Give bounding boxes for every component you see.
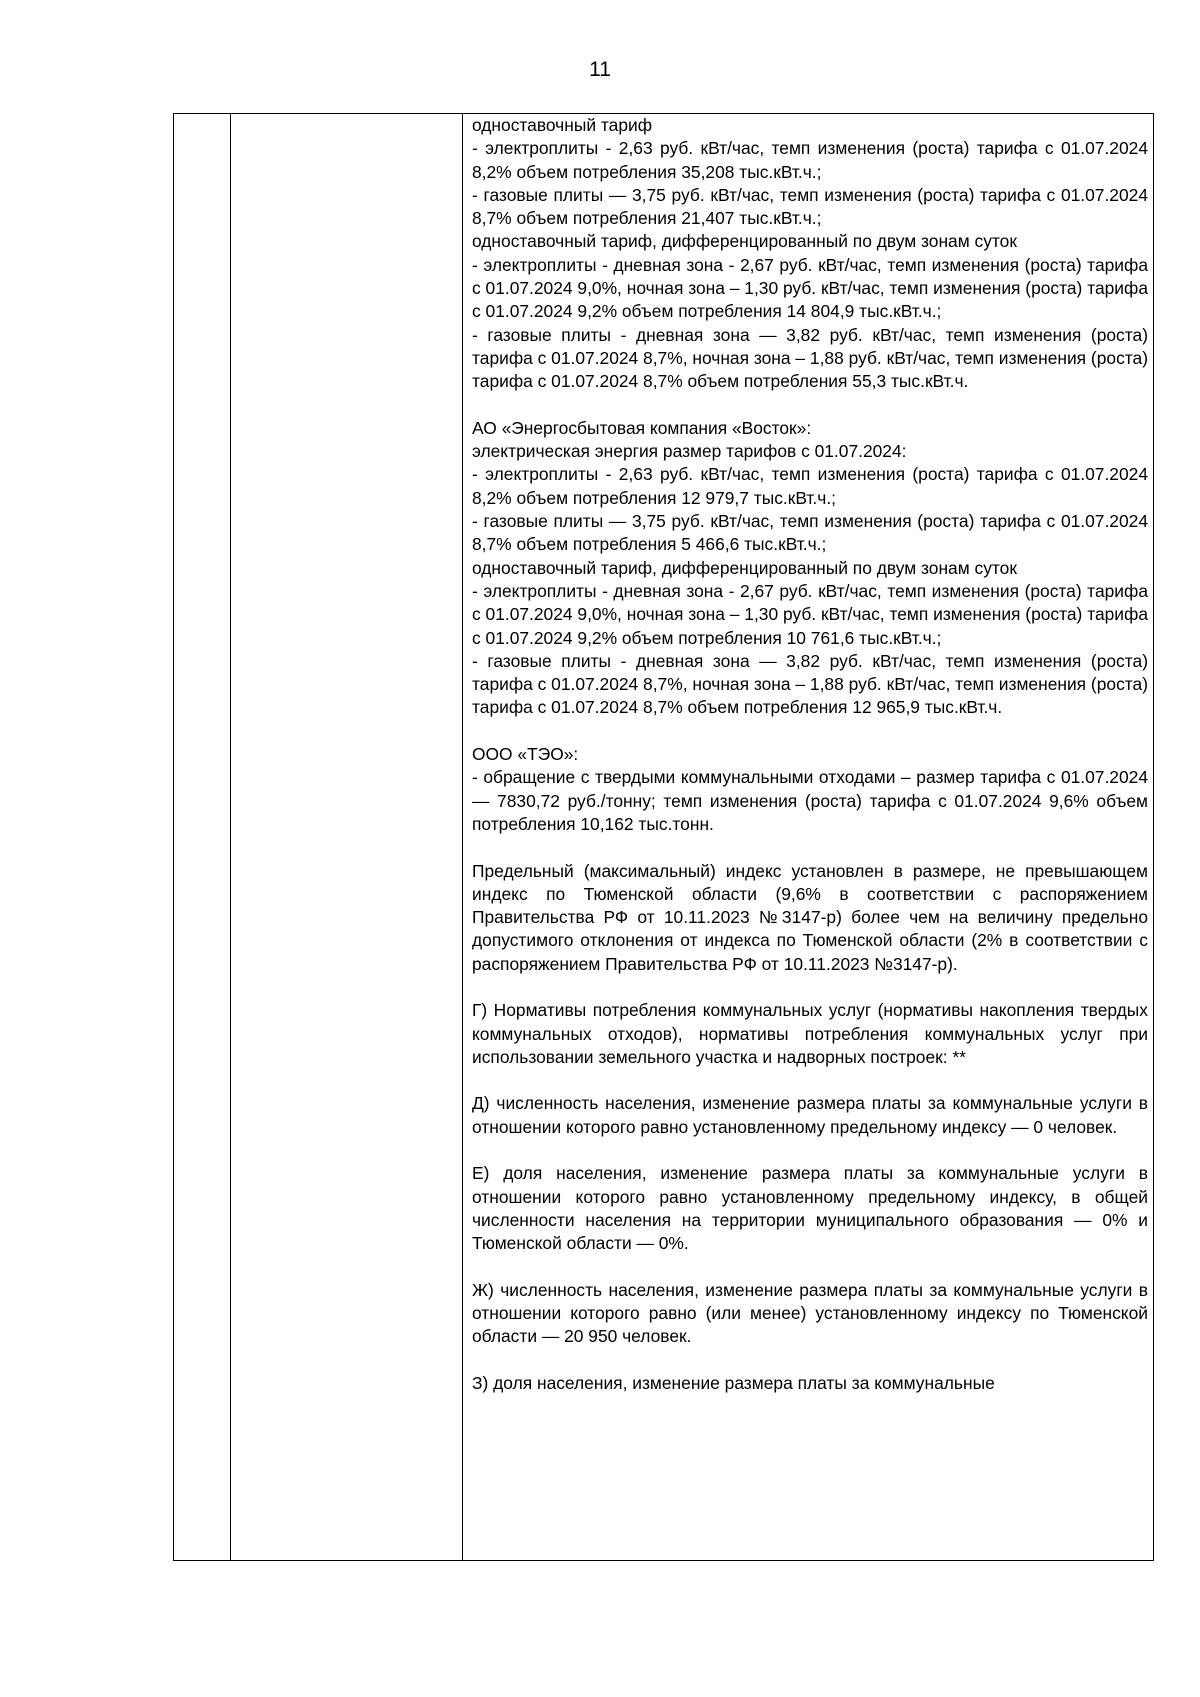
paragraph: АО «Энергосбытовая компания «Восток»: <box>472 417 812 438</box>
paragraph-spacer <box>472 976 1148 999</box>
document-table <box>173 113 1154 1561</box>
paragraph-spacer <box>472 720 1148 743</box>
table-column-divider <box>230 114 231 1560</box>
paragraph-spacer <box>472 394 1148 417</box>
paragraph: - обращение с твердыми коммунальными отходами – размер тарифа с 01.07.2024 — 7830,72 руб./тонну; темп изменения (роста) тарифа с 01.07.2024 9,6% объем потребления 10,162 тыс.тонн. <box>472 767 1148 834</box>
paragraph: одноставочный тариф, дифференцированный по двум зонам суток <box>472 231 1017 252</box>
paragraph: - газовые плиты — 3,75 руб. кВт/час, темп изменения (роста) тарифа с 01.07.2024 8,7% объем потребления 21,407 тыс.кВт.ч.; <box>472 184 1148 229</box>
table-column-divider <box>462 114 463 1560</box>
paragraph: Д) численность населения, изменение размера платы за коммунальные услуги в отношении которого равно установленному предельному индексу — 0 человек. <box>472 1093 1148 1137</box>
paragraph-spacer <box>472 1256 1148 1279</box>
paragraph: - газовые плиты — 3,75 руб. кВт/час, темп изменения (роста) тарифа с 01.07.2024 8,7% объем потребления 5 466,6 тыс.кВт.ч.; <box>472 511 1148 555</box>
paragraph: Ж) численность населения, изменение размера платы за коммунальные услуги в отношении которого равно (или менее) установленному индексу по Тюменской области — 20 950 человек. <box>472 1279 1148 1347</box>
paragraph-spacer <box>472 1069 1148 1092</box>
paragraph: З) доля населения, изменение размера платы за коммунальные <box>472 1373 995 1394</box>
paragraph: - газовые плиты - дневная зона — 3,82 руб. кВт/час, темп изменения (роста) тарифа с 01.07.2024 8,7%, ночная зона – 1,88 руб. кВт/час, темп изменения (роста) тарифа с 01.07.2024 8,7% объем потребления 55,3 тыс.кВт.ч. <box>472 324 1148 392</box>
paragraph: - газовые плиты - дневная зона — 3,82 руб. кВт/час, темп изменения (роста) тарифа с 01.07.2024 8,7%, ночная зона – 1,88 руб. кВт/час, темп изменения (роста) тарифа с 01.07.2024 8,7% объем потребления 12 965,9 тыс.кВт.ч. <box>472 650 1148 718</box>
paragraph: электрическая энергия размер тарифов с 01.07.2024: <box>472 441 907 462</box>
paragraph: - электроплиты - дневная зона - 2,67 руб. кВт/час, темп изменения (роста) тарифа с 01.07.2024 9,0%, ночная зона – 1,30 руб. кВт/час, темп изменения (роста) тарифа с 01.07.2024 9,2% объем потребления 10 761,6 тыс.кВт.ч.; <box>472 580 1148 648</box>
paragraph: Предельный (максимальный) индекс установлен в размере, не превышающем индекс по Тюменской области (9,6% в соответствии с распоряжением Правительства РФ от 10.11.2023 №3147-р) более чем на величину предельно допустимого отклонения от индекса по Тюменской области (2% в соответствии с распоряжением Правительства РФ от 10.11.2023 №3147-р). <box>472 860 1148 974</box>
paragraph-spacer <box>472 1139 1148 1162</box>
paragraph-spacer <box>472 836 1148 859</box>
paragraph: Е) доля населения, изменение размера платы за коммунальные услуги в отношении которого равно установленному предельному индексу, в общей численности населения на территории муниципального образования — 0% и Тюменской области — 0%. <box>472 1163 1148 1254</box>
page-number: 11 <box>589 58 611 81</box>
paragraph: Г) Нормативы потребления коммунальных услуг (нормативы накопления твердых коммунальных отходов), нормативы потребления коммунальных услуг при использовании земельного участка и надворных построек: ** <box>472 1000 1148 1067</box>
paragraph: одноставочный тариф, дифференцированный по двум зонам суток <box>472 557 1017 578</box>
paragraph: - электроплиты - 2,63 руб. кВт/час, темп изменения (роста) тарифа с 01.07.2024 8,2% объем потребления 12 979,7 тыс.кВт.ч.; <box>472 464 1148 508</box>
paragraph: ООО «ТЭО»: <box>472 744 579 765</box>
paragraph: - электроплиты - дневная зона - 2,67 руб. кВт/час, темп изменения (роста) тарифа с 01.07.2024 9,0%, ночная зона – 1,30 руб. кВт/час, темп изменения (роста) тарифа с 01.07.2024 9,2% объем потребления 14 804,9 тыс.кВт.ч.; <box>472 254 1148 322</box>
paragraph: - электроплиты - 2,63 руб. кВт/час, темп изменения (роста) тарифа с 01.07.2024 8,2% объем потребления 35,208 тыс.кВт.ч.; <box>472 138 1148 182</box>
paragraph-spacer <box>472 1349 1148 1372</box>
paragraph: одноставочный тариф <box>472 115 653 135</box>
table-text-cell <box>472 114 1148 1395</box>
